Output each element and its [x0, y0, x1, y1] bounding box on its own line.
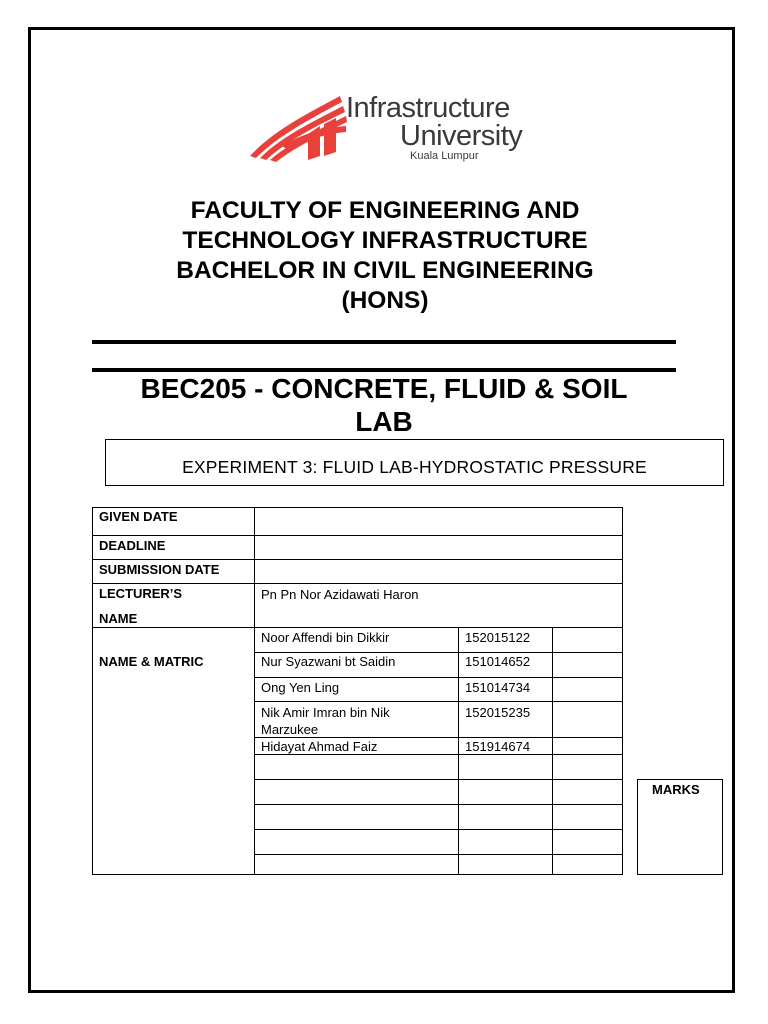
student-matric: 151914674 — [465, 739, 531, 754]
student-name: Nik Amir Imran bin Nik — [261, 705, 390, 720]
faculty-line: TECHNOLOGY INFRASTRUCTURE — [182, 227, 588, 254]
name-matric-label: NAME & MATRIC — [99, 654, 204, 669]
marks-label: MARKS — [652, 782, 700, 797]
marks-box — [637, 779, 723, 875]
student-matric: 151014734 — [465, 680, 531, 695]
course-line: LAB — [355, 406, 413, 437]
experiment-title: EXPERIMENT 3: FLUID LAB-HYDROSTATIC PRESSURE — [182, 457, 647, 477]
faculty-line: (HONS) — [341, 287, 429, 314]
student-matric: 151014652 — [465, 654, 531, 669]
student-name: Noor Affendi bin Dikkir — [261, 630, 390, 645]
student-name: Hidayat Ahmad Faiz — [261, 739, 378, 754]
given-date-label: GIVEN DATE — [99, 509, 178, 524]
student-name: Marzukee — [261, 722, 319, 737]
logo-text-infrastructure: Infrastructure — [346, 92, 510, 124]
student-name: Ong Yen Ling — [261, 680, 340, 695]
lecturer-label: LECTURER’S — [99, 586, 183, 601]
lecturer-label: NAME — [99, 611, 138, 626]
student-name: Nur Syazwani bt Saidin — [261, 654, 396, 669]
student-matric: 152015122 — [465, 630, 531, 645]
course-line: BEC205 - CONCRETE, FLUID & SOIL — [140, 373, 628, 404]
lecturer-name: Pn Pn Nor Azidawati Haron — [261, 587, 419, 602]
submission-date-label: SUBMISSION DATE — [99, 562, 220, 577]
student-matric: 152015235 — [465, 705, 531, 720]
faculty-line: BACHELOR IN CIVIL ENGINEERING — [176, 257, 594, 284]
logo-text-location: Kuala Lumpur — [410, 150, 479, 162]
faculty-line: FACULTY OF ENGINEERING AND — [190, 197, 580, 224]
logo-text-university: University — [400, 120, 523, 152]
deadline-label: DEADLINE — [99, 538, 166, 553]
